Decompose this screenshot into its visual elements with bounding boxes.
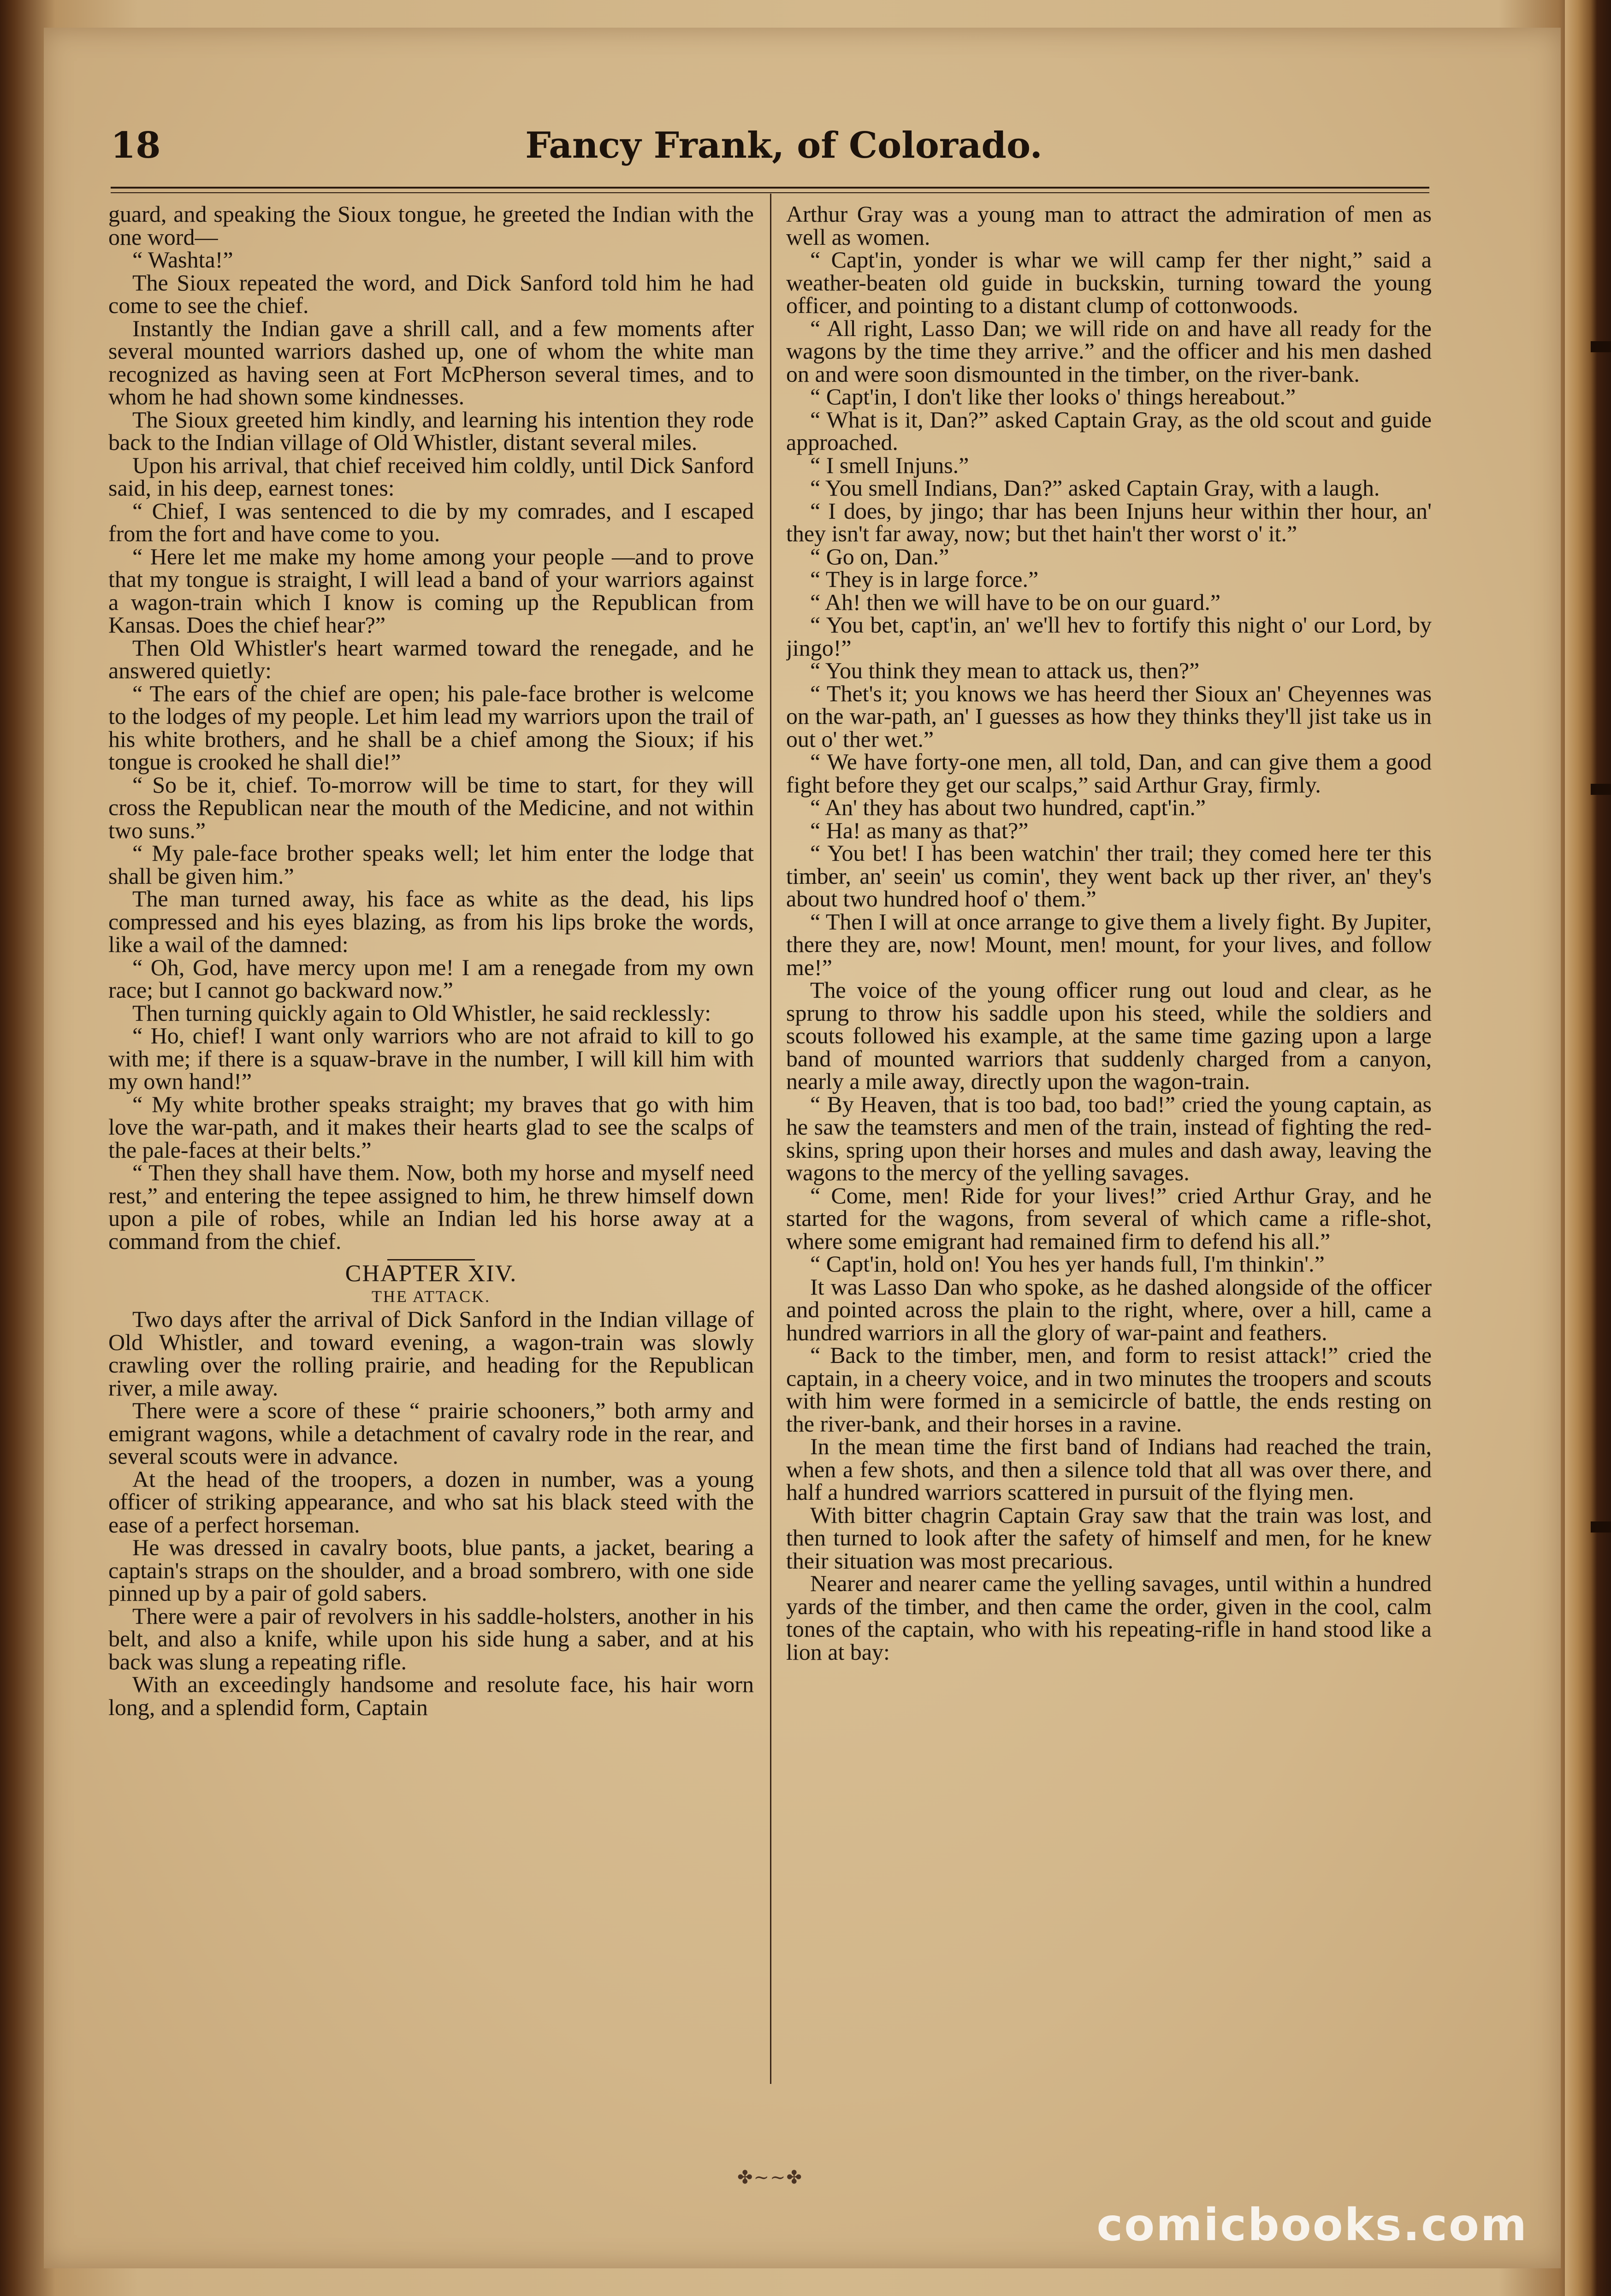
paragraph: “ You think they mean to attack us, then?” (810, 657, 1200, 683)
chapter-title: CHAPTER XIV. (345, 1260, 517, 1287)
paragraph: “ You bet, capt'in, an' we'll hev to fortify this night o' our Lord, by jingo!” (786, 612, 1432, 661)
paragraph: “ Chief, I was sentenced to die by my comrades, and I escaped from the fort and have come to you. (108, 497, 754, 546)
paragraph: “ You bet! I has been watchin' ther trail; they comed here ter this timber, an' seein' us comin', they went back up ther river, an' they's about two hundred hoof o' them.” (786, 840, 1432, 911)
paragraph: “ You smell Indians, Dan?” asked Captain Gray, with a laugh. (810, 475, 1380, 501)
paragraph: Instantly the Indian gave a shrill call, and a few moments after several mounted warriors dashed up, one of whom the white man recognized as having seen at Fort McPherson several times, and to whom he had shown some kindnesses. (108, 315, 754, 409)
left-paragraph-group (108, 203, 754, 1253)
left-paragraph-group-chapter (108, 1308, 754, 1719)
paragraph: The Sioux repeated the word, and Dick Sanford told him he had come to see the chief. (108, 269, 754, 318)
paragraph: “ Capt'in, yonder is whar we will camp fer ther night,” said a weather-beaten old guide in buckskin, turning toward the young officer, and pointing to a distant clump of cottonwoods. (786, 247, 1432, 318)
paragraph: “ We have forty-one men, all told, Dan, and can give them a good fight before they get our scalps,” said Arthur Gray, firmly. (786, 749, 1432, 798)
paragraph: Nearer and nearer came the yelling savages, until within a hundred yards of the timber, and then came the order, given in the cool, calm tones of the captain, who with his repeating-rifle in hand stood like a lion at bay: (786, 1570, 1432, 1665)
paragraph: He was dressed in cavalry boots, blue pants, a jacket, bearing a captain's straps on the shoulder, and a broad sombrero, with one side pinned up by a pair of gold sabers. (108, 1534, 754, 1606)
watermark: comicbooks.com (1096, 2199, 1528, 2251)
paragraph: The Sioux greeted him kindly, and learning his intention they rode back to the Indian village of Old Whistler, distant several miles. (108, 406, 754, 455)
paragraph: Then turning quickly again to Old Whistler, he said recklessly: (132, 1000, 711, 1026)
paragraph: “ They is in large force.” (810, 566, 1039, 592)
paragraph: “ Come, men! Ride for your lives!” cried Arthur Gray, and he started for the wagons, from several of which came a rifle-shot, where some emigrant had remained firm to defend his all.” (786, 1182, 1432, 1254)
paragraph: At the head of the troopers, a dozen in number, was a young officer of striking appearance, and who sat his black steed with the ease of a perfect horseman. (108, 1466, 754, 1538)
paragraph: “ What is it, Dan?” asked Captain Gray, as the old scout and guide approached. (786, 406, 1432, 455)
paragraph: “ All right, Lasso Dan; we will ride on and have all ready for the wagons by the time they arrive.” and the officer and his men dashed on and were soon dismounted in the timber, on the river-bank. (786, 315, 1432, 387)
page-header (111, 120, 1457, 184)
paragraph: “ So be it, chief. To-morrow will be time to start, for they will cross the Republican near the mouth of the Medicine, and not within two suns.” (108, 771, 754, 843)
paragraph: “ Ho, chief! I want only warriors who are not afraid to kill to go with me; if there is a squaw-brave in the number, I will kill him with my own hand!” (108, 1023, 754, 1094)
paragraph: Two days after the arrival of Dick Sanford in the Indian village of Old Whistler, and toward evening, a wagon-train was slowly crawling over the rolling prairie, and heading for the Republican river, a mile away. (108, 1306, 754, 1401)
running-title: Fancy Frank, of Colorado. (525, 124, 1042, 166)
binding-staple (1591, 341, 1611, 352)
chapter-subtitle: THE ATTACK. (371, 1287, 491, 1306)
paragraph: “ I does, by jingo; thar has been Injuns heur within ther hour, an' they isn't far away, now; but thet hain't ther worst o' it.” (786, 497, 1432, 546)
paragraph: With bitter chagrin Captain Gray saw that the train was lost, and then turned to look after the safety of himself and men, for he knew their situation was most precarious. (786, 1502, 1432, 1574)
paragraph: Upon his arrival, that chief received him coldly, until Dick Sanford said, in his deep, earnest tones: (108, 452, 754, 501)
paragraph: “ Capt'in, hold on! You hes yer hands full, I'm thinkin'.” (810, 1251, 1325, 1277)
paragraph: There were a score of these “ prairie schooners,” both army and emigrant wagons, while a detachment of cavalry rode in the rear, and several scouts were in advance. (108, 1397, 754, 1469)
right-paragraph-group (786, 203, 1432, 1663)
binding-staple (1591, 1521, 1611, 1533)
paragraph: There were a pair of revolvers in his saddle-holsters, another in his belt, and also a knife, while upon his side hung a saber, and at his back was slung a repeating rifle. (108, 1603, 754, 1675)
paragraph: “ The ears of the chief are open; his pale-face brother is welcome to the lodges of my people. Let him lead my warriors upon the trail of his white brothers, and he shall be a chief among the Sioux; if his tongue is crooked he shall die!” (108, 680, 754, 775)
paragraph: The man turned away, his face as white as the dead, his lips compressed and his eyes blazing, as from his lips broke the words, like a wail of the damned: (108, 886, 754, 957)
column-divider (770, 194, 771, 2084)
paragraph: “ Here let me make my home among your people —and to prove that my tongue is straight, I will lead a band of your warriors against a wagon-train which I know is coming up the Republican from Kansas. Does the chief hear?” (108, 543, 754, 638)
paragraph: Arthur Gray was a young man to attract the admiration of men as well as women. (786, 203, 1432, 250)
left-text-column (108, 203, 754, 2102)
paragraph: guard, and speaking the Sioux tongue, he greeted the Indian with the one word— (108, 203, 754, 250)
paragraph: “ Then I will at once arrange to give them a lively fight. By Jupiter, there they are, now! Mount, men! mount, for your lives, and follow me!” (786, 908, 1432, 980)
paragraph: “ An' they has about two hundred, capt'in.” (810, 794, 1206, 820)
paragraph: “ My white brother speaks straight; my braves that go with him love the war-path, and it makes their hearts glad to see the scalps of the pale-faces at their belts.” (108, 1091, 754, 1163)
paragraph: “ My pale-face brother speaks well; let him enter the lodge that shall be given him.” (108, 840, 754, 889)
paragraph: “ Go on, Dan.” (810, 543, 949, 569)
paragraph: The voice of the young officer rung out loud and clear, as he sprung to throw his saddle upon his steed, while the soldiers and scouts followed his example, at the same time gazing upon a large band of mounted warriors that suddenly charged from a canyon, nearly a mile away, directly upon the wagon-train. (786, 977, 1432, 1094)
paragraph: “ Thet's it; you knows we has heerd ther Sioux an' Cheyennes was on the war-path, an' I guesses as how they thinks they'll jist take us in out o' ther wet.” (786, 680, 1432, 752)
footer-ornament: ✤~~✤ (737, 2167, 803, 2188)
paragraph: “ Ah! then we will have to be on our guard.” (810, 589, 1221, 615)
paragraph: “ By Heaven, that is too bad, too bad!” cried the young captain, as he saw the teamsters and men of the train, instead of fighting the red-skins, spring upon their horses and mules and dash away, leaving the wagons to the mercy of the yelling savages. (786, 1091, 1432, 1185)
right-text-column (786, 203, 1432, 2102)
page-number: 18 (111, 124, 161, 166)
paragraph: “ Capt'in, I don't like ther looks o' things hereabout.” (810, 384, 1296, 409)
binding-staple (1591, 784, 1611, 795)
paragraph: Then Old Whistler's heart warmed toward the renegade, and he answered quietly: (108, 634, 754, 683)
paragraph: It was Lasso Dan who spoke, as he dashed alongside of the officer and pointed across the plain to the right, where, over a hill, came a hundred warriors in all the glory of war-paint and feathers. (786, 1273, 1432, 1345)
paragraph: “ Back to the timber, men, and form to resist attack!” cried the captain, in a cheery voice, and in two minutes the troopers and scouts with him were formed in a semicircle of battle, the ends resting on the river-bank, and their horses in a ravine. (786, 1342, 1432, 1437)
header-rule (111, 187, 1429, 193)
paragraph: In the mean time the first band of Indians had reached the train, when a few shots, and then a silence told that all was over there, and half a hundred warriors scattered in pursuit of the flying men. (786, 1433, 1432, 1505)
paragraph: “ I smell Injuns.” (810, 452, 969, 478)
paragraph: “ Washta!” (132, 247, 233, 272)
paragraph: “ Then they shall have them. Now, both my horse and myself need rest,” and entering the tepee assigned to him, he threw himself down upon a pile of robes, while an Indian led his horse away at a command from the chief. (108, 1160, 754, 1254)
paragraph: With an exceedingly handsome and resolute face, his hair worn long, and a splendid form, Captain (108, 1671, 754, 1720)
paragraph: “ Oh, God, have mercy upon me! I am a renegade from my own race; but I cannot go backward now.” (108, 954, 754, 1003)
paragraph: “ Ha! as many as that?” (810, 817, 1029, 843)
